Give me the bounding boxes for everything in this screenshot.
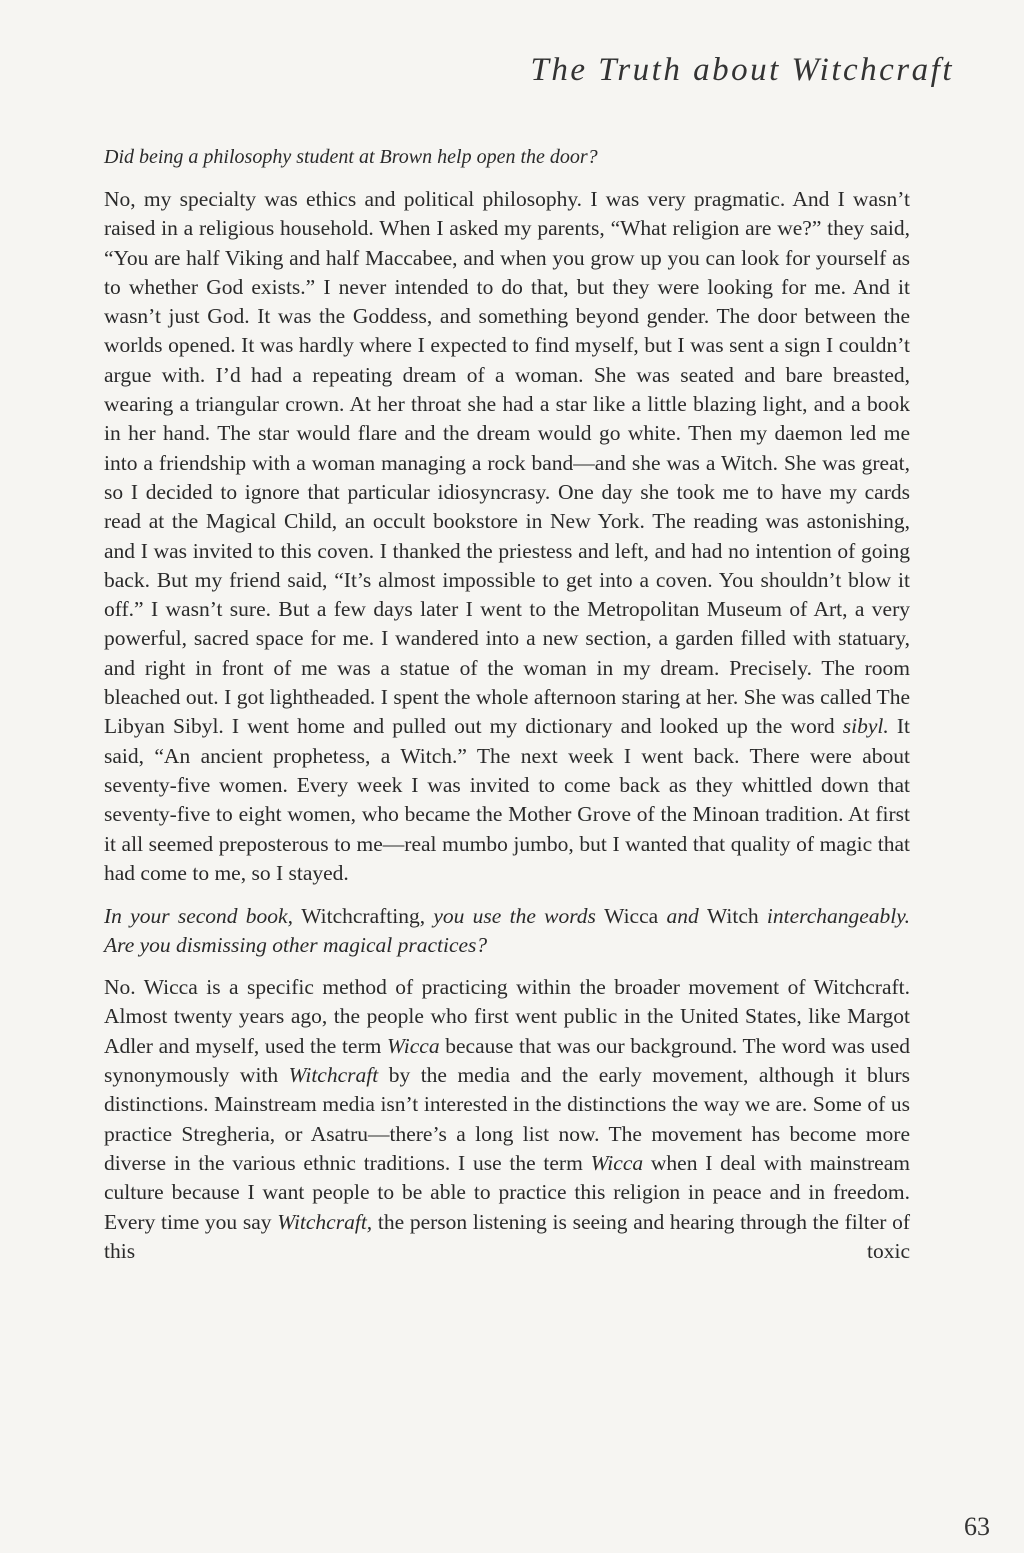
answer-2-text-b: because that was our background. The word was used synonymously with xyxy=(104,1033,910,1088)
running-head: The Truth about Witchcraft xyxy=(530,52,954,88)
answer-2-emphasis-witchcraft-1: Witchcraft xyxy=(288,1063,379,1088)
answer-2 xyxy=(104,973,910,1266)
question-2-text-a: In your second book, xyxy=(104,904,302,929)
answer-2-emphasis-witchcraft-2: Witchcraft, xyxy=(277,1209,373,1234)
question-2 xyxy=(104,902,910,960)
question-1: Did being a philosophy student at Brown help open the door? xyxy=(104,146,598,168)
question-2-word-witch: Witch xyxy=(706,904,759,929)
answer-2-emphasis-wicca-1: Wicca xyxy=(387,1033,440,1058)
answer-2-text-e: the person listening is seeing and hearing through the filter of this toxic xyxy=(104,1209,910,1263)
body-text xyxy=(104,143,910,1280)
answer-1-text-a: No, my specialty was ethics and political philosophy. I was very pragmatic. And I wasn’t raised in a religious household. When I asked my parents, “What religion are we?” they said, “You are half Viking and half Maccabee, and when you grow up you can look for yourself as to whether God exists.” I never intended to do that, but they were looking for me. And it wasn’t just God. It was the Goddess, and something beyond gender. The door between the worlds opened. It was hardly where I expected to find myself, but I was sent a sign I couldn’t argue with. I’d had a repeating dream of a woman. She was seated and bare breasted, wearing a triangular crown. At her throat she had a star like a little blazing light, and a book in her hand. The star would flare and the dream would go white. Then my daemon led me into a friendship with a woman managing a rock band—and she was a Witch. She was great, so I decided to ignore that particular idiosyncrasy. One day she took me to have my cards read at the Magical Child, an occult bookstore in New York. The reading was astonishing, and I was invited to this coven. I thanked the priestess and left, and had no intention of going back. But my friend said, “It’s almost impossible to get into a coven. You shouldn’t blow it off.” I wasn’t sure. But a few days later I went to the Metropolitan Museum of Art, a very powerful, sacred space for me. I wandered into a new section, a garden filled with statuary, and right in front of me was a statue of the woman in my dream. Precisely. The room bleached out. I got lightheaded. I spent the whole afternoon staring at her. She was called The Libyan Sibyl. I went home and pulled out my dictionary and looked up the word xyxy=(104,187,910,739)
answer-2-text-d: when I deal with mainstream culture because I want people to be able to practice this religion in peace and in freedom. Every time you say xyxy=(104,1150,910,1234)
answer-2-emphasis-wicca-2: Wicca xyxy=(590,1150,644,1175)
question-2-word-wicca: Wicca xyxy=(604,904,659,929)
answer-1-text-b: It said, “An ancient prophetess, a Witch.” The next week I went back. There were about seventy-five women. Every week I was invited to come back as they whittled down that seventy-five to eight women, who became the Mother Grove of the Minoan tradition. At first it all seemed preposterous to me—real mumbo jumbo, but I wanted that quality of magic that had come to me, so I stayed. xyxy=(104,714,910,885)
question-2-text-c: and xyxy=(658,904,707,929)
question-2-text-d: interchangeably. Are you dismissing other magical practices? xyxy=(104,904,910,958)
answer-1 xyxy=(104,185,910,888)
answer-2-text-c: by the media and the early movement, although it blurs distinctions. Mainstream media isn’t interested in the distinctions the way we are. Some of us practice Stregheria, or Asatru—there’s a long list now. The movement has become more diverse in the various ethnic traditions. I use the term xyxy=(104,1063,910,1175)
question-2-book-title: Witchcrafting, xyxy=(301,904,426,929)
question-2-text-b: you use the words xyxy=(425,904,605,929)
answer-1-emphasis-sibyl: sibyl. xyxy=(842,714,889,739)
page-number: 63 xyxy=(964,1512,990,1541)
answer-2-text-a: No. Wicca is a specific method of practicing within the broader movement of Witchcraft. Almost twenty years ago, the people who first went public in the United States, like Margot Adler and myself, used the term xyxy=(104,975,910,1058)
